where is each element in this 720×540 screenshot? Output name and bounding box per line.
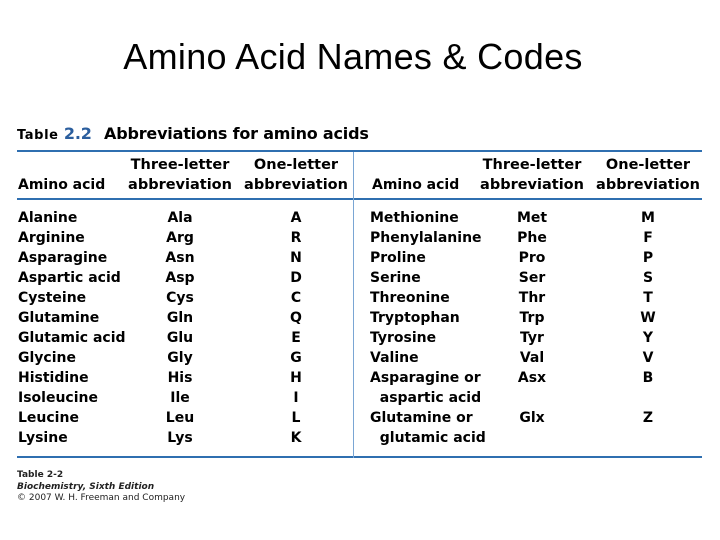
amino-acid-name-right: Phenylalanine bbox=[370, 230, 482, 246]
amino-acid-name-left: Arginine bbox=[18, 230, 85, 246]
table-top-rule bbox=[17, 150, 702, 152]
one-letter-code-right: Z bbox=[642, 410, 654, 426]
one-letter-code-left: Q bbox=[290, 310, 302, 326]
three-letter-code-left: Cys bbox=[166, 290, 194, 306]
amino-acid-name-right: glutamic acid bbox=[370, 430, 486, 446]
one-letter-code-left: C bbox=[290, 290, 302, 306]
table-caption-text: Abbreviations for amino acids bbox=[104, 124, 369, 143]
one-letter-code-right: W bbox=[640, 310, 656, 326]
table-header-rule bbox=[17, 198, 702, 200]
amino-acid-name-right: Serine bbox=[370, 270, 421, 286]
amino-acid-name-left: Glutamine bbox=[18, 310, 100, 326]
one-letter-code-right: T bbox=[643, 290, 653, 306]
three-letter-code-right: Val bbox=[519, 350, 545, 366]
one-letter-code-right: F bbox=[643, 230, 653, 246]
one-letter-code-right: Y bbox=[642, 330, 654, 346]
three-letter-code-right: Met bbox=[516, 210, 548, 226]
amino-acid-name-left: Histidine bbox=[18, 370, 89, 386]
source-book-title: Biochemistry, Sixth Edition bbox=[17, 481, 155, 492]
one-letter-code-right: S bbox=[642, 270, 654, 286]
amino-acid-name-right: Tyrosine bbox=[370, 330, 437, 346]
three-letter-code-left: Gln bbox=[166, 310, 194, 326]
amino-acid-name-left: Lysine bbox=[18, 430, 68, 446]
header-one-letter-right-line2: abbreviation bbox=[596, 177, 700, 193]
amino-acid-name-right: Asparagine or bbox=[370, 370, 481, 386]
one-letter-code-left: I bbox=[293, 390, 299, 406]
table-caption-number: 2.2 bbox=[63, 124, 92, 143]
table-source bbox=[17, 470, 185, 505]
one-letter-code-left: A bbox=[290, 210, 302, 226]
three-letter-code-left: Ile bbox=[170, 390, 190, 406]
three-letter-code-left: Arg bbox=[166, 230, 194, 246]
amino-acid-name-left: Cysteine bbox=[18, 290, 87, 306]
one-letter-code-left: H bbox=[290, 370, 302, 386]
amino-acid-name-left: Glycine bbox=[18, 350, 76, 366]
amino-acid-name-left: Glutamic acid bbox=[18, 330, 126, 346]
amino-acid-name-right: Proline bbox=[370, 250, 426, 266]
amino-acid-name-right: Methionine bbox=[370, 210, 459, 226]
header-one-letter-left-line1: One-letter bbox=[253, 157, 339, 173]
table-column-divider bbox=[353, 152, 354, 458]
header-three-letter-right-line1: Three-letter bbox=[482, 157, 582, 173]
one-letter-code-left: G bbox=[290, 350, 302, 366]
one-letter-code-left: K bbox=[290, 430, 302, 446]
amino-acid-name-right: aspartic acid bbox=[370, 390, 482, 406]
one-letter-code-right: V bbox=[642, 350, 654, 366]
one-letter-code-right: M bbox=[641, 210, 655, 226]
three-letter-code-right: Ser bbox=[518, 270, 546, 286]
amino-acid-name-right: Valine bbox=[370, 350, 419, 366]
header-three-letter-left-line2: abbreviation bbox=[128, 177, 232, 193]
header-amino-acid-left: Amino acid bbox=[18, 177, 106, 193]
header-one-letter-right-line1: One-letter bbox=[605, 157, 691, 173]
source-table-number: Table 2-2 bbox=[17, 470, 64, 480]
table-bottom-rule bbox=[17, 456, 702, 458]
amino-acid-name-right: Glutamine or bbox=[370, 410, 473, 426]
amino-acid-name-left: Aspartic acid bbox=[18, 270, 121, 286]
three-letter-code-right: Trp bbox=[519, 310, 545, 326]
three-letter-code-left: His bbox=[167, 370, 193, 386]
amino-acid-name-left: Alanine bbox=[18, 210, 78, 226]
one-letter-code-left: N bbox=[290, 250, 302, 266]
three-letter-code-right: Asx bbox=[517, 370, 547, 386]
source-copyright: © 2007 W. H. Freeman and Company bbox=[17, 493, 186, 503]
header-amino-acid-right: Amino acid bbox=[372, 177, 460, 193]
slide-title: Amino Acid Names & Codes bbox=[123, 36, 583, 77]
three-letter-code-right: Thr bbox=[518, 290, 546, 306]
table-caption bbox=[17, 124, 369, 143]
one-letter-code-left: R bbox=[290, 230, 302, 246]
three-letter-code-left: Leu bbox=[165, 410, 195, 426]
header-three-letter-left-line1: Three-letter bbox=[130, 157, 230, 173]
three-letter-code-right: Tyr bbox=[520, 330, 544, 346]
three-letter-code-left: Lys bbox=[167, 430, 193, 446]
table-caption-label: Table bbox=[17, 128, 59, 143]
three-letter-code-left: Ala bbox=[167, 210, 193, 226]
amino-acid-name-left: Isoleucine bbox=[18, 390, 98, 406]
one-letter-code-right: B bbox=[642, 370, 654, 386]
three-letter-code-left: Asp bbox=[165, 270, 195, 286]
amino-acid-name-right: Threonine bbox=[370, 290, 450, 306]
three-letter-code-left: Glu bbox=[166, 330, 194, 346]
three-letter-code-right: Phe bbox=[517, 230, 547, 246]
three-letter-code-left: Gly bbox=[167, 350, 193, 366]
one-letter-code-left: D bbox=[290, 270, 302, 286]
one-letter-code-left: E bbox=[291, 330, 301, 346]
amino-acid-name-left: Leucine bbox=[18, 410, 79, 426]
one-letter-code-left: L bbox=[291, 410, 301, 426]
header-one-letter-left-line2: abbreviation bbox=[244, 177, 348, 193]
three-letter-code-right: Glx bbox=[519, 410, 545, 426]
one-letter-code-right: P bbox=[642, 250, 654, 266]
amino-acid-name-right: Tryptophan bbox=[370, 310, 460, 326]
three-letter-code-right: Pro bbox=[518, 250, 546, 266]
header-three-letter-right-line2: abbreviation bbox=[480, 177, 584, 193]
three-letter-code-left: Asn bbox=[165, 250, 195, 266]
amino-acid-name-left: Asparagine bbox=[18, 250, 108, 266]
